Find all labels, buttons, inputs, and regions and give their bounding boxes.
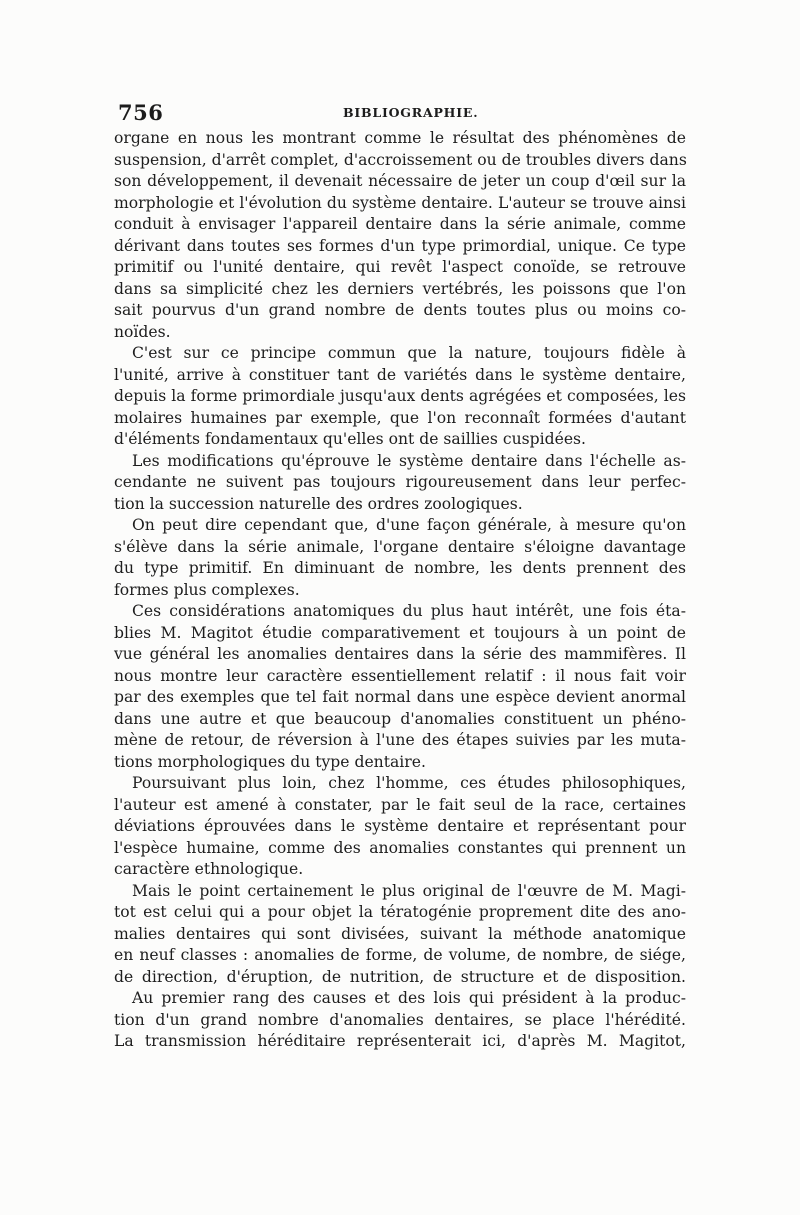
text-line: Ces considérations anatomiques du plus haut intérêt, une fois éta- (132, 602, 686, 620)
text-line: suspension, d'arrêt complet, d'accroissement ou de troubles divers dans (114, 150, 687, 169)
text-line: primitif ou l'unité dentaire, qui revêt l'aspect conoïde, se retrouve (114, 258, 686, 276)
paragraph (114, 128, 686, 343)
paragraph (114, 601, 686, 773)
text-line: depuis la forme primordiale jusqu'aux dents agrégées et composées, les (114, 387, 686, 405)
text-line: La transmission héréditaire représenterait ici, d'après M. Magitot, (114, 1032, 686, 1050)
text-line: par des exemples que tel fait normal dans une espèce devient anormal (114, 688, 686, 706)
text-line: malies dentaires qui sont divisées, suivant la méthode anatomique (114, 924, 686, 943)
paragraph (114, 515, 686, 601)
text-line: de direction, d'éruption, de nutrition, de structure et de disposition. (114, 967, 686, 986)
text-line: Les modifications qu'éprouve le système dentaire dans l'échelle as- (132, 451, 686, 470)
text-line: cendante ne suivent pas toujours rigoureusement dans leur perfec- (114, 473, 686, 491)
text-line: molaires humaines par exemple, que l'on reconnaît formées d'autant (114, 408, 686, 427)
text-line: déviations éprouvées dans le système dentaire et représentant pour (114, 817, 686, 835)
text-line: dérivant dans toutes ses formes d'un type primordial, unique. Ce type (114, 236, 686, 255)
text-line: C'est sur ce principe commun que la nature, toujours fidèle à (132, 344, 686, 362)
text-line: s'élève dans la série animale, l'organe dentaire s'éloigne davantage (114, 537, 686, 556)
text-line: l'unité, arrive à constituer tant de variétés dans le système dentaire, (114, 365, 686, 384)
text-line: caractère ethnologique. (114, 860, 304, 878)
text-line: morphologie et l'évolution du système dentaire. L'auteur se trouve ainsi (114, 193, 686, 212)
text-line: formes plus complexes. (114, 580, 300, 599)
text-line: tot est celui qui a pour objet la tératogénie proprement dite des ano- (114, 903, 686, 921)
text-line: sait pourvus d'un grand nombre de dents toutes plus ou moins co- (114, 301, 686, 319)
text-line: vue général les anomalies dentaires dans la série des mammifères. Il (114, 645, 686, 663)
body-text (114, 128, 686, 1053)
text-line: Poursuivant plus loin, chez l'homme, ces études philosophiques, (132, 774, 686, 792)
text-line: son développement, il devenait nécessaire de jeter un coup d'œil sur la (114, 172, 686, 190)
text-line: en neuf classes : anomalies de forme, de volume, de nombre, de siége, (114, 946, 686, 964)
running-head: BIBLIOGRAPHIE. (343, 105, 479, 120)
text-line: blies M. Magitot étudie comparativement et toujours à un point de (114, 623, 686, 642)
text-line: l'espèce humaine, comme des anomalies constantes qui prennent un (114, 838, 686, 857)
text-line: nous montre leur caractère essentiellement relatif : il nous fait voir (114, 666, 686, 685)
page-header (118, 100, 688, 126)
paragraph (114, 773, 686, 881)
text-line: mène de retour, de réversion à l'une des étapes suivies par les muta- (114, 731, 686, 749)
text-line: organe en nous les montrant comme le résultat des phénomènes de (114, 129, 686, 147)
text-line: d'éléments fondamentaux qu'elles ont de saillies cuspidées. (114, 430, 587, 448)
text-line: conduit à envisager l'appareil dentaire dans la série animale, comme (114, 215, 686, 233)
text-line: dans une autre et que beaucoup d'anomalies constituent un phéno- (114, 709, 686, 728)
text-line: dans sa simplicité chez les derniers vertébrés, les poissons que l'on (114, 279, 686, 298)
paragraph (114, 451, 686, 516)
text-line: tion la succession naturelle des ordres zoologiques. (114, 494, 523, 513)
text-line: tions morphologiques du type dentaire. (114, 752, 426, 771)
text-line: noïdes. (114, 322, 171, 341)
text-line: Au premier rang des causes et des lois qui président à la produc- (132, 989, 686, 1007)
paragraph (114, 343, 686, 451)
page-number: 756 (118, 100, 164, 125)
text-line: Mais le point certainement le plus original de l'œuvre de M. Magi- (132, 881, 686, 900)
text-line: l'auteur est amené à constater, par le fait seul de la race, certaines (114, 795, 686, 814)
paragraph (114, 881, 686, 989)
text-line: tion d'un grand nombre d'anomalies dentaires, se place l'hérédité. (114, 1010, 686, 1029)
text-line: du type primitif. En diminuant de nombre, les dents prennent des (114, 559, 686, 577)
paragraph (114, 988, 686, 1053)
text-line: On peut dire cependant que, d'une façon générale, à mesure qu'on (132, 516, 686, 534)
